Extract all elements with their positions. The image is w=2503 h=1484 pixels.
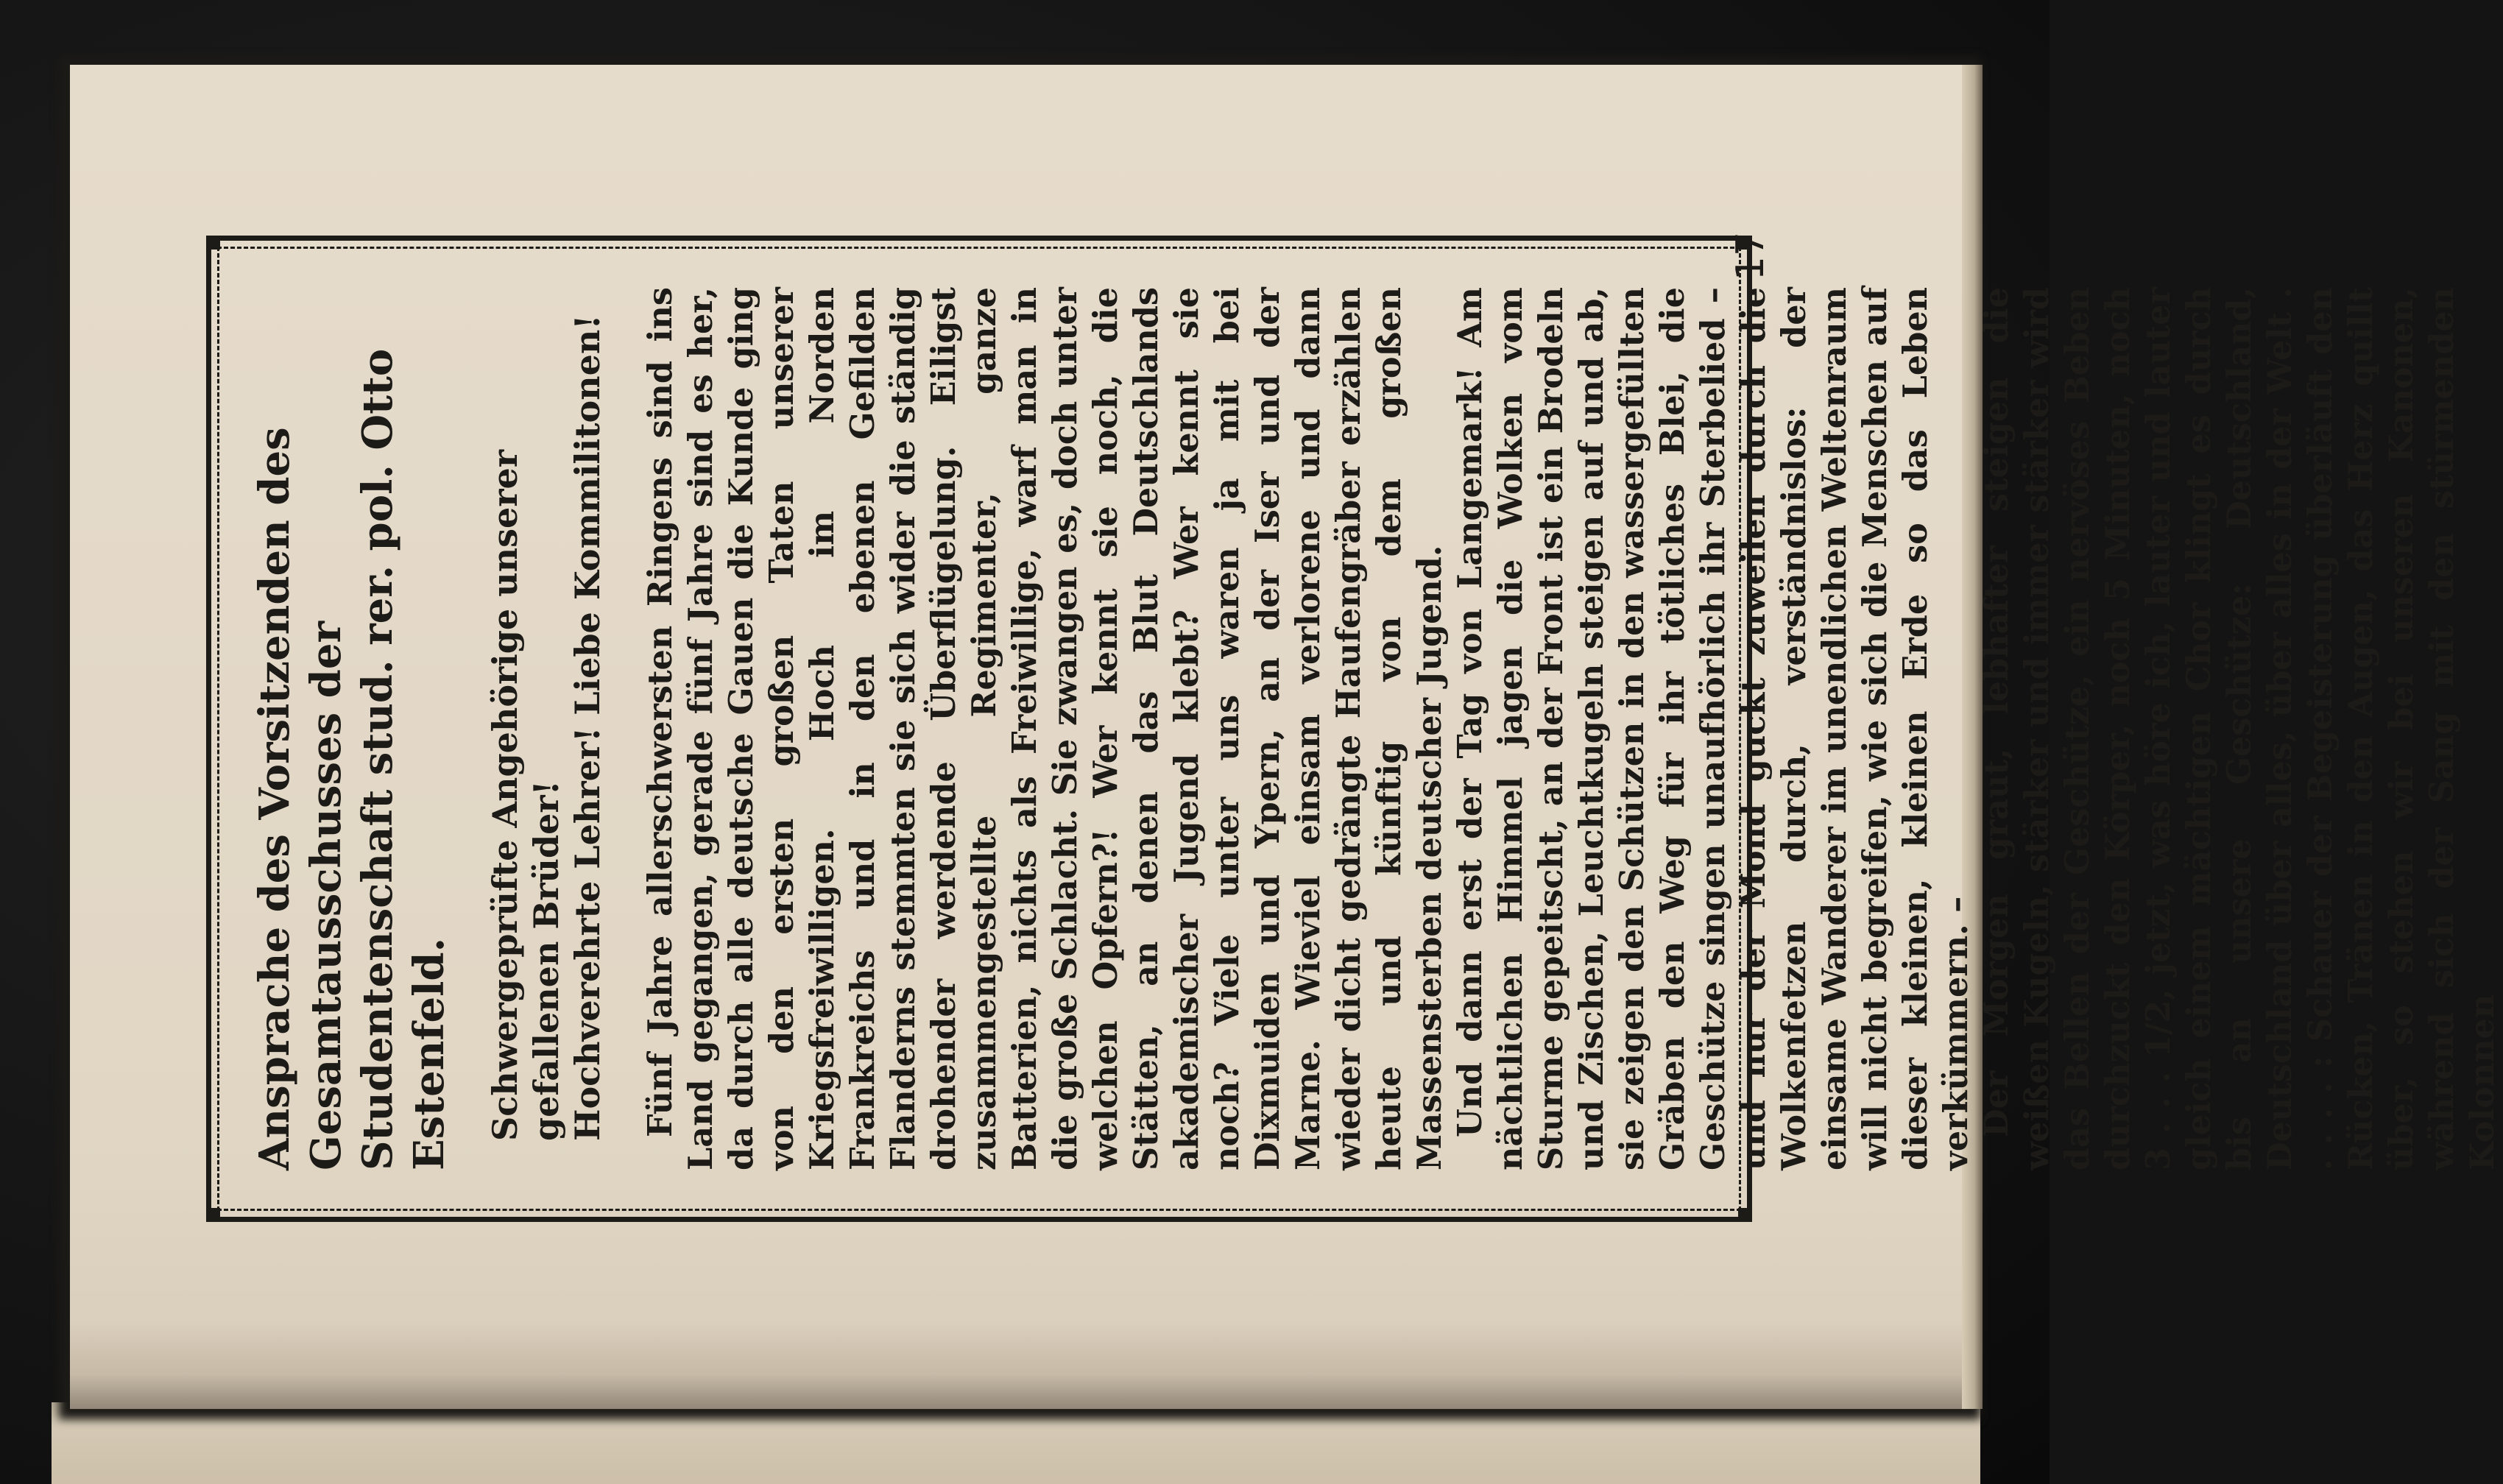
page-number: 17 — [1729, 231, 1773, 281]
body-paragraph: Fünf Jahre allerschwersten Ringens sind ins Land gegangen, gerade fünf Jahre sind es her, da durch alle deutsche Gauen die Kunde ging von den ersten großen Taten unserer Kriegsfreiwilligen. Hoch im Norden Frankreichs und in den ebenen Gefilden Flanderns stemmten sie sich wider die ständig drohender werdende Überflügelung. Eiligst zusammengestellte Regimenter, ganze Batterien, nichts als Freiwillige, warf man in die große Schlacht. Sie zwangen es, doch unter welchen Opfern?! Wer kennt sie noch, die Stätten, an denen das Blut Deutschlands akademischer Jugend klebt? Wer kennt sie noch? Viele unter uns waren ja mit bei Dixmuiden und Ypern, an der Iser und der Marne. Wieviel einsam verlorene und dann wieder dicht gedrängte Haufengräber erzählen heute und künftig von dem großen Massensterben deutscher Jugend. — [641, 287, 1449, 1170]
frame-corner — [1738, 1208, 1751, 1221]
page-title: Ansprache des Vorsitzenden des Gesamtausschusses der Studentenschaft stud. rer. pol. Otto Estenfeld. — [250, 348, 453, 1170]
page-content — [249, 287, 2502, 1170]
salutation-line: Schwergeprüfte Angehörige unserer gefallenen Brüder! — [485, 449, 566, 1141]
salutation — [484, 287, 608, 1141]
book-gutter — [70, 1321, 1974, 1410]
frame-corner — [207, 236, 220, 250]
body-paragraph: Der Morgen graut, lebhafter steigen die weißen Kugeln, stärker und immer stärker wird das Bellen der Geschütze, ein nervöses Beben durchzuckt den Körper, noch 5 Minuten, noch 3 . . . 1/2, jetzt, was höre ich, lauter und lauter gleich einem mächtigen Chor klingt es durch bis an unsere Geschütze: Deutschland, Deutschland über alles, über alles in der Welt . . . . . : Schauer der Begeisterung überläuft den Rücken, Tränen in den Augen, das Herz quillt über, so stehen wir bei unseren Kanonen, während sich der Sang mit den stürmenden Kolonnen — [1977, 287, 2502, 1170]
frame-corner — [207, 1208, 220, 1221]
body-paragraph: Und dann erst der Tag von Langemark! Am nächtlichen Himmel jagen die Wolken vom Sturme gepeitscht, an der Front ist ein Brodeln und Zischen, Leuchtkugeln steigen auf und ab, sie zeigen den Schützen in den wassergefüllten Gräben den Weg für ihr tötliches Blei, die Geschütze singen unaufhörlich ihr Sterbelied – und nur der Mond guckt zuweilen durch die Wolkenfetzen durch, verständnislos: der einsame Wanderer im unendlichen Weltenraum will nicht begreifen, wie sich die Menschen auf dieser kleinen, kleinen Erde so das Leben verkümmern. – — [1451, 287, 1975, 1170]
salutation-line: Hochverehrte Lehrer! Liebe Kommilitonen! — [568, 314, 607, 1141]
